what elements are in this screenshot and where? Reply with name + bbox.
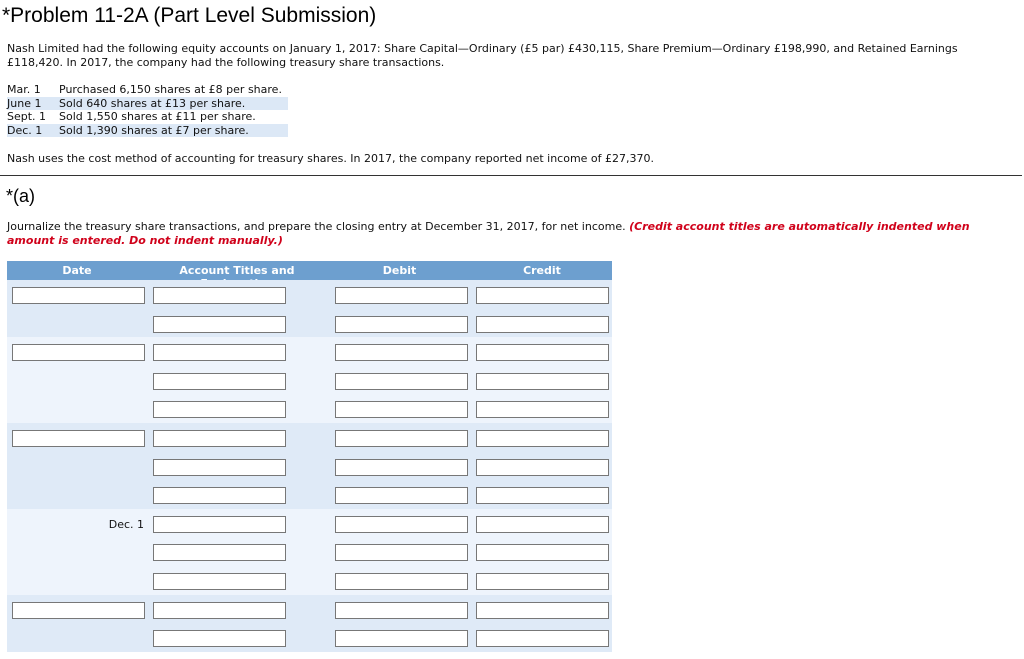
date-input[interactable] bbox=[12, 344, 145, 361]
instruction-note: (Credit account titles are automatically indented when amount is entered. Do not indent manually.) bbox=[7, 220, 970, 247]
journal-row bbox=[7, 309, 612, 338]
transaction-row bbox=[7, 110, 288, 124]
account-input[interactable] bbox=[153, 544, 286, 561]
transaction-date: Sept. 1 bbox=[7, 110, 47, 123]
problem-intro: Nash Limited had the following equity accounts on January 1, 2017: Share Capital—Ordinary (£5 par) £430,115, Share Premium—Ordinary £198,990, and Retained Earnings £118,420. In 2017, the company had the following treasury share transactions. bbox=[7, 42, 958, 69]
journal-row bbox=[7, 394, 612, 423]
account-input[interactable] bbox=[153, 430, 286, 447]
credit-input[interactable] bbox=[476, 344, 609, 361]
transaction-desc: Purchased 6,150 shares at £8 per share. bbox=[59, 83, 282, 96]
credit-input[interactable] bbox=[476, 430, 609, 447]
account-input[interactable] bbox=[153, 373, 286, 390]
transaction-date: Dec. 1 bbox=[7, 124, 59, 138]
debit-input[interactable] bbox=[335, 316, 468, 333]
debit-input[interactable] bbox=[335, 430, 468, 447]
divider bbox=[0, 175, 1022, 176]
account-input[interactable] bbox=[153, 602, 286, 619]
date-input[interactable] bbox=[12, 602, 145, 619]
transaction-row bbox=[7, 83, 288, 97]
credit-input[interactable] bbox=[476, 544, 609, 561]
transaction-row bbox=[7, 124, 288, 138]
debit-input[interactable] bbox=[335, 573, 468, 590]
journal-row bbox=[7, 595, 612, 624]
journal-row bbox=[7, 537, 612, 566]
debit-input[interactable] bbox=[335, 459, 468, 476]
account-input[interactable] bbox=[153, 459, 286, 476]
account-input[interactable] bbox=[153, 516, 286, 533]
transaction-date: Mar. 1 bbox=[7, 83, 41, 96]
debit-input[interactable] bbox=[335, 487, 468, 504]
debit-input[interactable] bbox=[335, 630, 468, 647]
debit-input[interactable] bbox=[335, 287, 468, 304]
journal-grid bbox=[7, 261, 612, 652]
account-input[interactable] bbox=[153, 630, 286, 647]
transaction-desc: Sold 640 shares at £13 per share. bbox=[59, 97, 288, 111]
page-title: *Problem 11-2A (Part Level Submission) bbox=[2, 4, 377, 27]
credit-input[interactable] bbox=[476, 459, 609, 476]
journal-row bbox=[7, 366, 612, 395]
credit-input[interactable] bbox=[476, 516, 609, 533]
transaction-desc: Sold 1,550 shares at £11 per share. bbox=[59, 110, 256, 123]
journal-row bbox=[7, 337, 612, 366]
account-input[interactable] bbox=[153, 344, 286, 361]
debit-input[interactable] bbox=[335, 544, 468, 561]
journal-row bbox=[7, 280, 612, 309]
credit-input[interactable] bbox=[476, 316, 609, 333]
credit-input[interactable] bbox=[476, 401, 609, 418]
transaction-desc: Sold 1,390 shares at £7 per share. bbox=[59, 124, 288, 138]
account-input[interactable] bbox=[153, 316, 286, 333]
header-credit: Credit bbox=[523, 264, 561, 277]
debit-input[interactable] bbox=[335, 401, 468, 418]
date-input[interactable] bbox=[12, 430, 145, 447]
credit-input[interactable] bbox=[476, 373, 609, 390]
account-input[interactable] bbox=[153, 487, 286, 504]
transaction-date: June 1 bbox=[7, 97, 59, 111]
account-input[interactable] bbox=[153, 401, 286, 418]
instructions bbox=[7, 220, 1017, 248]
header-debit: Debit bbox=[382, 264, 417, 277]
account-input[interactable] bbox=[153, 287, 286, 304]
credit-input[interactable] bbox=[476, 602, 609, 619]
part-label: *(a) bbox=[6, 186, 36, 206]
journal-header bbox=[7, 261, 612, 280]
debit-input[interactable] bbox=[335, 516, 468, 533]
date-label-dec1: Dec. 1 bbox=[108, 517, 144, 531]
debit-input[interactable] bbox=[335, 602, 468, 619]
credit-input[interactable] bbox=[476, 487, 609, 504]
debit-input[interactable] bbox=[335, 344, 468, 361]
journal-row bbox=[7, 452, 612, 481]
journal-row bbox=[7, 423, 612, 452]
date-input[interactable] bbox=[12, 287, 145, 304]
transactions-table bbox=[7, 83, 288, 137]
journal-row bbox=[7, 623, 612, 652]
header-account: Account Titles and bbox=[179, 264, 295, 277]
credit-input[interactable] bbox=[476, 573, 609, 590]
journal-row bbox=[7, 509, 612, 538]
credit-input[interactable] bbox=[476, 630, 609, 647]
journal-row bbox=[7, 480, 612, 509]
transaction-row bbox=[7, 97, 288, 111]
credit-input[interactable] bbox=[476, 287, 609, 304]
account-input[interactable] bbox=[153, 573, 286, 590]
journal-row bbox=[7, 566, 612, 595]
method-text: Nash uses the cost method of accounting for treasury shares. In 2017, the company reported net income of £27,370. bbox=[7, 152, 655, 165]
header-date: Date bbox=[62, 264, 92, 277]
instruction-text: Journalize the treasury share transactions, and prepare the closing entry at December 31, 2017, for net income. bbox=[7, 220, 626, 233]
debit-input[interactable] bbox=[335, 373, 468, 390]
